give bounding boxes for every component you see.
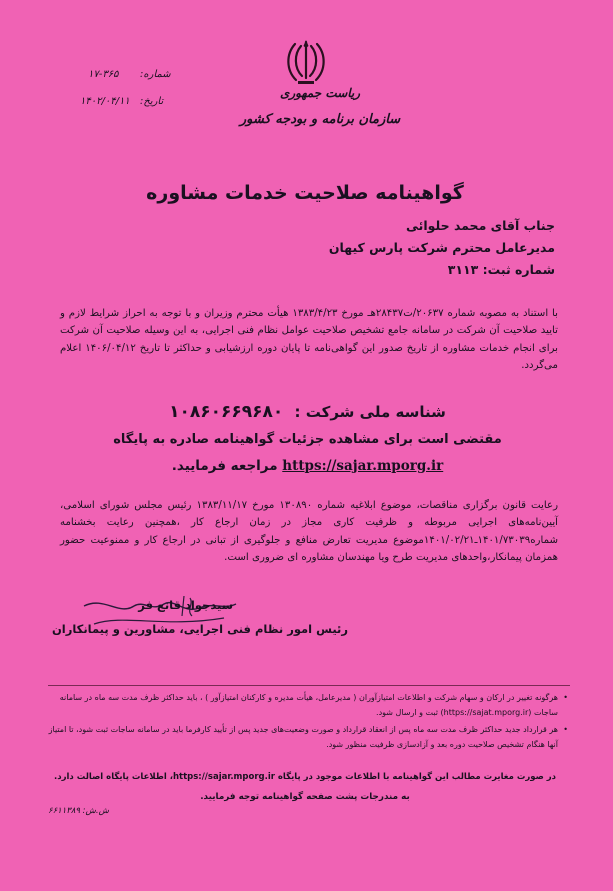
date-label: تاریخ: <box>140 96 164 107</box>
org-line-presidency: ریاست جمهوری <box>279 86 361 100</box>
divider <box>48 685 570 686</box>
serial-number: ش.ش: ۶۶۱۱۳۸۹ <box>48 806 109 816</box>
registration-number: شماره ثبت: ۳۱۱۳ <box>447 262 555 277</box>
signatory-position: رئیس امور نظام فنی اجرایی، مشاورین و پیمانکاران <box>51 622 348 636</box>
footer-line-1: در صورت مغایرت مطالب این گواهینامه با اطلاعات موجود در پایگاه https://sajar.mporg.ir، اطلاعات پایگاه اصالت دارد. <box>53 772 557 782</box>
portal-instruction: مقتضی است برای مشاهده جزئیات گواهینامه صادره به پایگاه <box>113 432 502 447</box>
iran-emblem-icon <box>284 38 328 86</box>
national-id-value: ۱۰۸۶۰۶۶۹۶۸۰ <box>169 402 284 422</box>
note-text-2: هر قرارداد جدید حداکثر ظرف مدت سه ماه پس از انعقاد قرارداد و صورت وضعیت‌های جدید پس از تأیید کارفرما باید در سامانه ساجات ثبت شود، تا امتیاز آنها هنگام تشخیص صلاحیت دوره بعد و آزادسازی ظرفیت منظور شود. <box>48 725 558 749</box>
note-text-1: هرگونه تغییر در ارکان و سهام شرکت و اطلاعات امتیازآوران ( مدیرعامل، هیأت مدیره و کارکنان امتیازآور ) ، باید حداکثر ظرف مدت سه ماه در سامانه ساجات (https://sajat.mporg.ir) ثبت و ارسال شود. <box>59 693 558 717</box>
portal-line <box>80 458 535 474</box>
org-line-organization: سازمان برنامه و بودجه کشور <box>239 112 401 127</box>
number-label: شماره: <box>140 69 171 80</box>
note-item-2 <box>48 722 568 752</box>
body-paragraph: با استناد به مصوبه شماره ۲۰۶۳۷/ت۲۸۴۳۷هـ مورخ ۱۳۸۳/۴/۲۳ هیأت محترم وزیران و با توجه به احراز شرایط لازم و تایید صلاحیت آن شرکت در سامانه جامع تشخیص صلاحیت عوامل نظام فنی اجرایی، به این وسیله صلاحیت آن شرکت برای انجام خدمات مشاوره از تاریخ صدور این گواهی‌نامه تا پایان دوره ارزشیابی و حداکثر تا تاریخ ۱۴۰۶/۰۴/۱۲ اعلام می‌گردد. <box>60 308 558 372</box>
footer-line-2: به مندرجات پشت صفحه گواهینامه توجه فرمایید. <box>200 792 410 802</box>
national-id-label: شناسه ملی شرکت : <box>294 403 446 421</box>
date-value: ۱۴۰۲/۰۴/۱۱ <box>80 96 130 107</box>
national-id-line <box>80 402 535 422</box>
note-item-1 <box>48 690 568 720</box>
portal-suffix: مراجعه فرمایید. <box>171 458 278 474</box>
bullet-icon: • <box>563 693 568 702</box>
bullet-icon: • <box>563 725 568 734</box>
addressee-name: جناب آقای محمد حلوائی <box>406 218 555 233</box>
addressee-position: مدیرعامل محترم شرکت پارس کیهان <box>328 240 555 255</box>
compliance-paragraph: رعایت قانون برگزاری مناقصات، موضوع ابلاغیه شماره ۱۳۰۸۹۰ مورخ ۱۳۸۳/۱۱/۱۷ رئیس مجلس شورای اسلامی، آیین‌نامه‌های اجرایی مربوطه و ظرفیت کاری مجاز در زمان ارجاع کار ،همچنین رعایت بخشنامه شماره۱۴۰۱/۷۳۰۳۹ـ۱۴۰۱/۰۲/۲۱موضوع مدیریت تعارض منافع و جلوگیری از تبانی در ارجاع کار و ممنوعیت حضور همزمان پیمانکار،واحدهای مدیریت طرح ویا مهندسان مشاوره ای ضروری است. <box>60 500 558 564</box>
portal-url-link[interactable]: https://sajar.mporg.ir <box>282 458 444 474</box>
page-title: گواهینامه صلاحیت خدمات مشاوره <box>146 182 464 204</box>
number-value: ۱۷-۳۶۵ <box>88 69 119 80</box>
notes-list <box>48 690 568 752</box>
signatory-name: سیدجواد قانع فر <box>138 598 233 612</box>
